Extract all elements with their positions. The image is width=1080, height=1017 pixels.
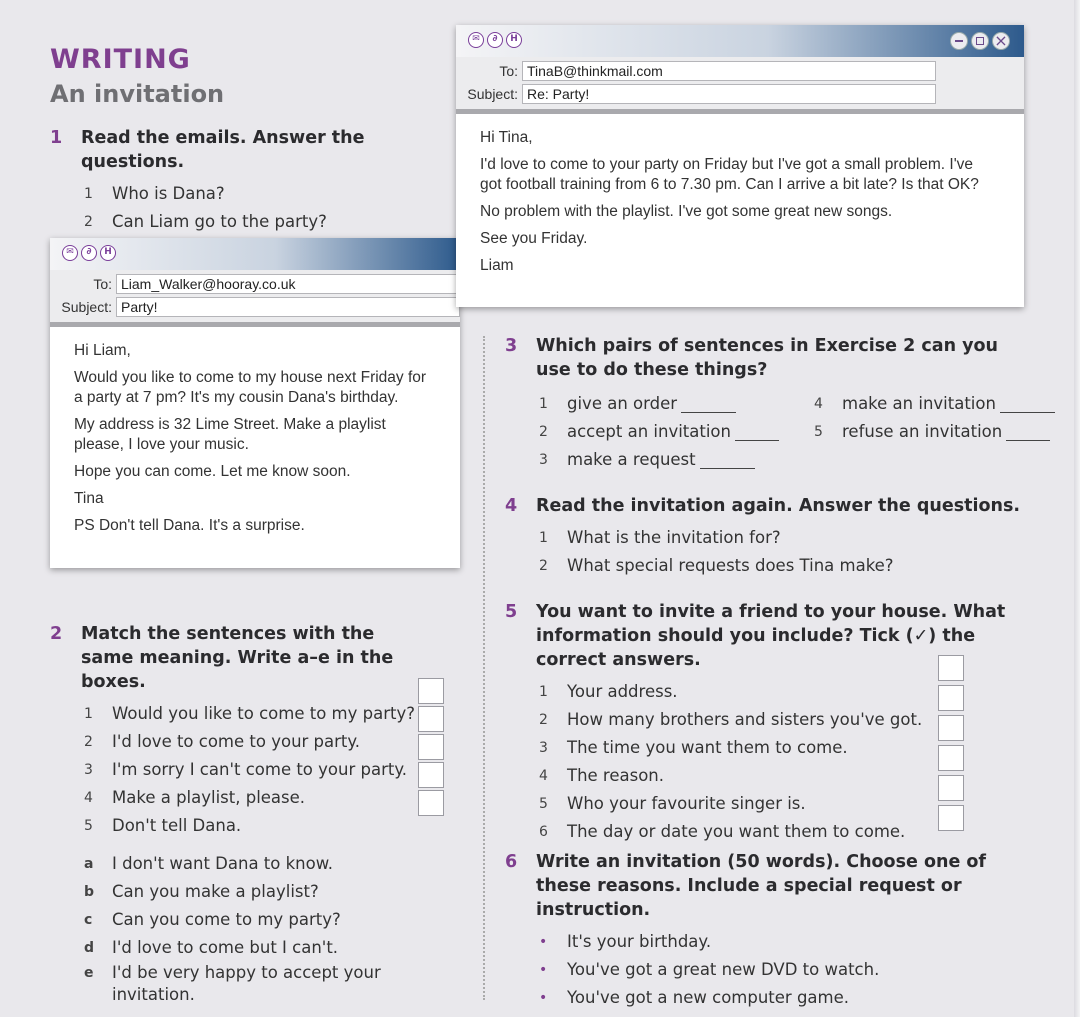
item-number: 1	[84, 186, 93, 202]
option-letter: e	[84, 965, 94, 981]
item-number: 6	[539, 824, 548, 840]
bullet-icon: •	[539, 990, 548, 1006]
checklist-item	[536, 762, 1050, 790]
email-line: PS Don't tell Dana. It's a surprise.	[74, 517, 305, 534]
item-number: 1	[539, 530, 548, 546]
checklist-item	[536, 706, 1050, 734]
email-line: Tina	[74, 490, 104, 507]
item-number: 1	[84, 706, 93, 722]
task-item	[536, 418, 779, 446]
email-header	[50, 270, 460, 327]
question-item	[81, 180, 450, 208]
answer-box[interactable]	[418, 678, 444, 704]
to-field[interactable]: TinaB@thinkmail.com	[522, 61, 936, 81]
answer-boxes-ex2	[418, 678, 444, 818]
item-number: 3	[539, 740, 548, 756]
item-text: The time you want them to come.	[567, 738, 848, 757]
item-text: Can Liam go to the party?	[112, 212, 327, 231]
email-line: Hi Liam,	[74, 342, 131, 359]
item-text: Would you like to come to my party?	[112, 704, 415, 723]
email-line: Hope you can come. Let me know soon.	[74, 463, 351, 480]
checklist-item	[536, 818, 1050, 846]
item-number: 2	[539, 424, 548, 440]
item-text: refuse an invitation	[842, 422, 1003, 441]
item-number: 2	[84, 734, 93, 750]
item-text: accept an invitation	[567, 422, 731, 441]
bullet-icon: •	[539, 962, 548, 978]
sentence-item	[81, 700, 460, 728]
item-number: 3	[539, 452, 548, 468]
exercise-3	[505, 334, 1050, 474]
exercise-number: 5	[505, 602, 518, 622]
minimize-icon[interactable]	[950, 32, 968, 50]
exercise-3-heading	[505, 334, 1050, 382]
envelope-icon[interactable]: ✉	[468, 32, 484, 48]
option-text: I'd love to come but I can't.	[112, 938, 339, 957]
item-text: make a request	[567, 450, 696, 469]
exercise-number: 1	[50, 128, 63, 148]
option-letter: b	[84, 884, 95, 900]
email-line: Would you like to come to my house next Friday for a party at 7 pm? It's my cousin Dana's birthday.	[74, 369, 427, 406]
answer-blank[interactable]	[1000, 396, 1055, 413]
subject-field[interactable]: Party!	[116, 297, 460, 317]
question-item	[536, 552, 1050, 580]
email-titlebar	[50, 238, 460, 270]
item-text: Who is Dana?	[112, 184, 225, 203]
item-number: 3	[84, 762, 93, 778]
item-number: 4	[539, 768, 548, 784]
item-number: 5	[814, 424, 823, 440]
exercise-6	[505, 850, 1050, 1012]
answer-box[interactable]	[418, 734, 444, 760]
exercise-instruction: Write an invitation (50 words). Choose one of these reasons. Include a special request or instruction.	[536, 852, 987, 920]
item-text: Don't tell Dana.	[112, 816, 242, 835]
tick-box[interactable]	[938, 715, 964, 741]
item-number: 1	[539, 396, 548, 412]
email-line: My address is 32 Lime Street. Make a playlist please, I love your music.	[74, 416, 386, 453]
answer-box[interactable]	[418, 706, 444, 732]
answer-blank[interactable]	[1006, 424, 1050, 441]
checklist-item	[536, 734, 1050, 762]
item-text: What is the invitation for?	[567, 528, 781, 547]
maximize-icon[interactable]	[971, 32, 989, 50]
exercise-2	[50, 622, 460, 1006]
paperclip-icon[interactable]: ∂	[81, 245, 97, 261]
item-text: Your address.	[567, 682, 678, 701]
exercise-instruction: Read the invitation again. Answer the questions.	[536, 496, 1021, 516]
exercise-number: 6	[505, 852, 518, 872]
exercise-instruction: Read the emails. Answer the questions.	[81, 128, 365, 172]
exercise-5	[505, 600, 1050, 846]
to-label: To:	[499, 62, 518, 79]
option-item	[81, 906, 460, 934]
exercise-number: 2	[50, 624, 63, 644]
checklist-item	[536, 790, 1050, 818]
exercise-1	[50, 126, 450, 236]
subject-label: Subject:	[61, 298, 112, 315]
item-text: You've got a great new DVD to watch.	[567, 960, 880, 979]
sentence-item	[81, 756, 460, 784]
reason-item	[536, 928, 1050, 956]
exercise-4	[505, 494, 1050, 580]
item-text: The day or date you want them to come.	[567, 822, 906, 841]
exercise-2-heading	[50, 622, 460, 694]
answer-box[interactable]	[418, 762, 444, 788]
exercise-number: 4	[505, 496, 518, 516]
item-text: Make a playlist, please.	[112, 788, 306, 807]
item-text: It's your birthday.	[567, 932, 712, 951]
exercise-6-heading	[505, 850, 1050, 922]
option-letter: a	[84, 856, 94, 872]
paperclip-icon[interactable]: ∂	[487, 32, 503, 48]
option-item	[81, 962, 460, 1006]
reason-item	[536, 984, 1050, 1012]
envelope-icon[interactable]: ✉	[62, 245, 78, 261]
sentence-item	[81, 784, 460, 812]
email-line: Hi Tina,	[480, 129, 533, 146]
tick-box[interactable]	[938, 805, 964, 831]
exercise-1-heading	[50, 126, 450, 174]
tick-box[interactable]	[938, 655, 964, 681]
item-number: 5	[84, 818, 93, 834]
exercise-instruction: Which pairs of sentences in Exercise 2 can you use to do these things?	[536, 336, 999, 380]
to-field[interactable]: Liam_Walker@hooray.co.uk	[116, 274, 460, 294]
save-icon[interactable]: H	[506, 32, 522, 48]
section-subtitle: An invitation	[50, 80, 225, 108]
save-icon[interactable]: H	[100, 245, 116, 261]
item-number: 4	[814, 396, 823, 412]
email-line: See you Friday.	[480, 230, 588, 247]
email-header	[456, 57, 1024, 114]
exercise-number: 3	[505, 336, 518, 356]
bullet-icon: •	[539, 934, 548, 950]
exercise-instruction: Match the sentences with the same meaning. Write a–e in the boxes.	[81, 624, 394, 692]
item-number: 2	[84, 214, 93, 230]
task-item	[536, 446, 779, 474]
tick-box[interactable]	[938, 775, 964, 801]
item-text: How many brothers and sisters you've got.	[567, 710, 923, 729]
option-text: I don't want Dana to know.	[112, 854, 333, 873]
option-letter: d	[84, 940, 95, 956]
email-body	[50, 327, 460, 553]
sentence-item	[81, 812, 460, 840]
question-item	[536, 524, 1050, 552]
option-text: I'd be very happy to accept your invitation.	[112, 963, 381, 1004]
email-line: Liam	[480, 257, 514, 274]
answer-blank[interactable]	[735, 424, 779, 441]
item-number: 1	[539, 684, 548, 700]
answer-box[interactable]	[418, 790, 444, 816]
email-body	[456, 114, 1024, 293]
question-item	[81, 208, 450, 236]
email-line: No problem with the playlist. I've got some great new songs.	[480, 203, 893, 220]
to-label: To:	[93, 275, 112, 292]
checklist-item	[536, 678, 1050, 706]
sentence-item	[81, 728, 460, 756]
item-text: Who your favourite singer is.	[567, 794, 806, 813]
exercise-instruction: You want to invite a friend to your house. What information should you include? Tick (✓) the correct answers.	[536, 602, 1006, 670]
column-divider	[483, 336, 485, 1000]
exercise-4-heading	[505, 494, 1050, 518]
page-edge	[1074, 0, 1080, 1017]
option-text: Can you make a playlist?	[112, 882, 319, 901]
option-text: Can you come to my party?	[112, 910, 341, 929]
answer-blank[interactable]	[700, 452, 755, 469]
item-number: 2	[539, 558, 548, 574]
item-number: 4	[84, 790, 93, 806]
item-number: 2	[539, 712, 548, 728]
answer-blank[interactable]	[681, 396, 736, 413]
option-item	[81, 850, 460, 878]
email-line: I'd love to come to your party on Friday but I've got a small problem. I've got football training from 6 to 7.30 pm. Can I arrive a bit late? Is that OK?	[480, 156, 979, 193]
item-text: The reason.	[567, 766, 665, 785]
option-letter: c	[84, 912, 93, 928]
close-icon[interactable]	[992, 32, 1010, 50]
task-item	[536, 390, 779, 418]
task-item	[811, 418, 1055, 446]
email-window-tina	[50, 238, 460, 568]
section-title: WRITING	[50, 44, 191, 75]
tick-box[interactable]	[938, 745, 964, 771]
task-item	[811, 390, 1055, 418]
item-text: I'd love to come to your party.	[112, 732, 361, 751]
exercise-5-heading	[505, 600, 1050, 672]
tick-boxes-ex5	[938, 655, 964, 833]
option-item	[81, 934, 460, 962]
email-window-liam	[456, 25, 1024, 307]
item-text: What special requests does Tina make?	[567, 556, 894, 575]
tick-box[interactable]	[938, 685, 964, 711]
email-titlebar	[456, 25, 1024, 57]
subject-label: Subject:	[467, 85, 518, 102]
item-text: I'm sorry I can't come to your party.	[112, 760, 407, 779]
item-text: give an order	[567, 394, 678, 413]
item-number: 5	[539, 796, 548, 812]
subject-field[interactable]: Re: Party!	[522, 84, 936, 104]
item-text: You've got a new computer game.	[567, 988, 849, 1007]
reason-item	[536, 956, 1050, 984]
item-text: make an invitation	[842, 394, 996, 413]
option-item	[81, 878, 460, 906]
